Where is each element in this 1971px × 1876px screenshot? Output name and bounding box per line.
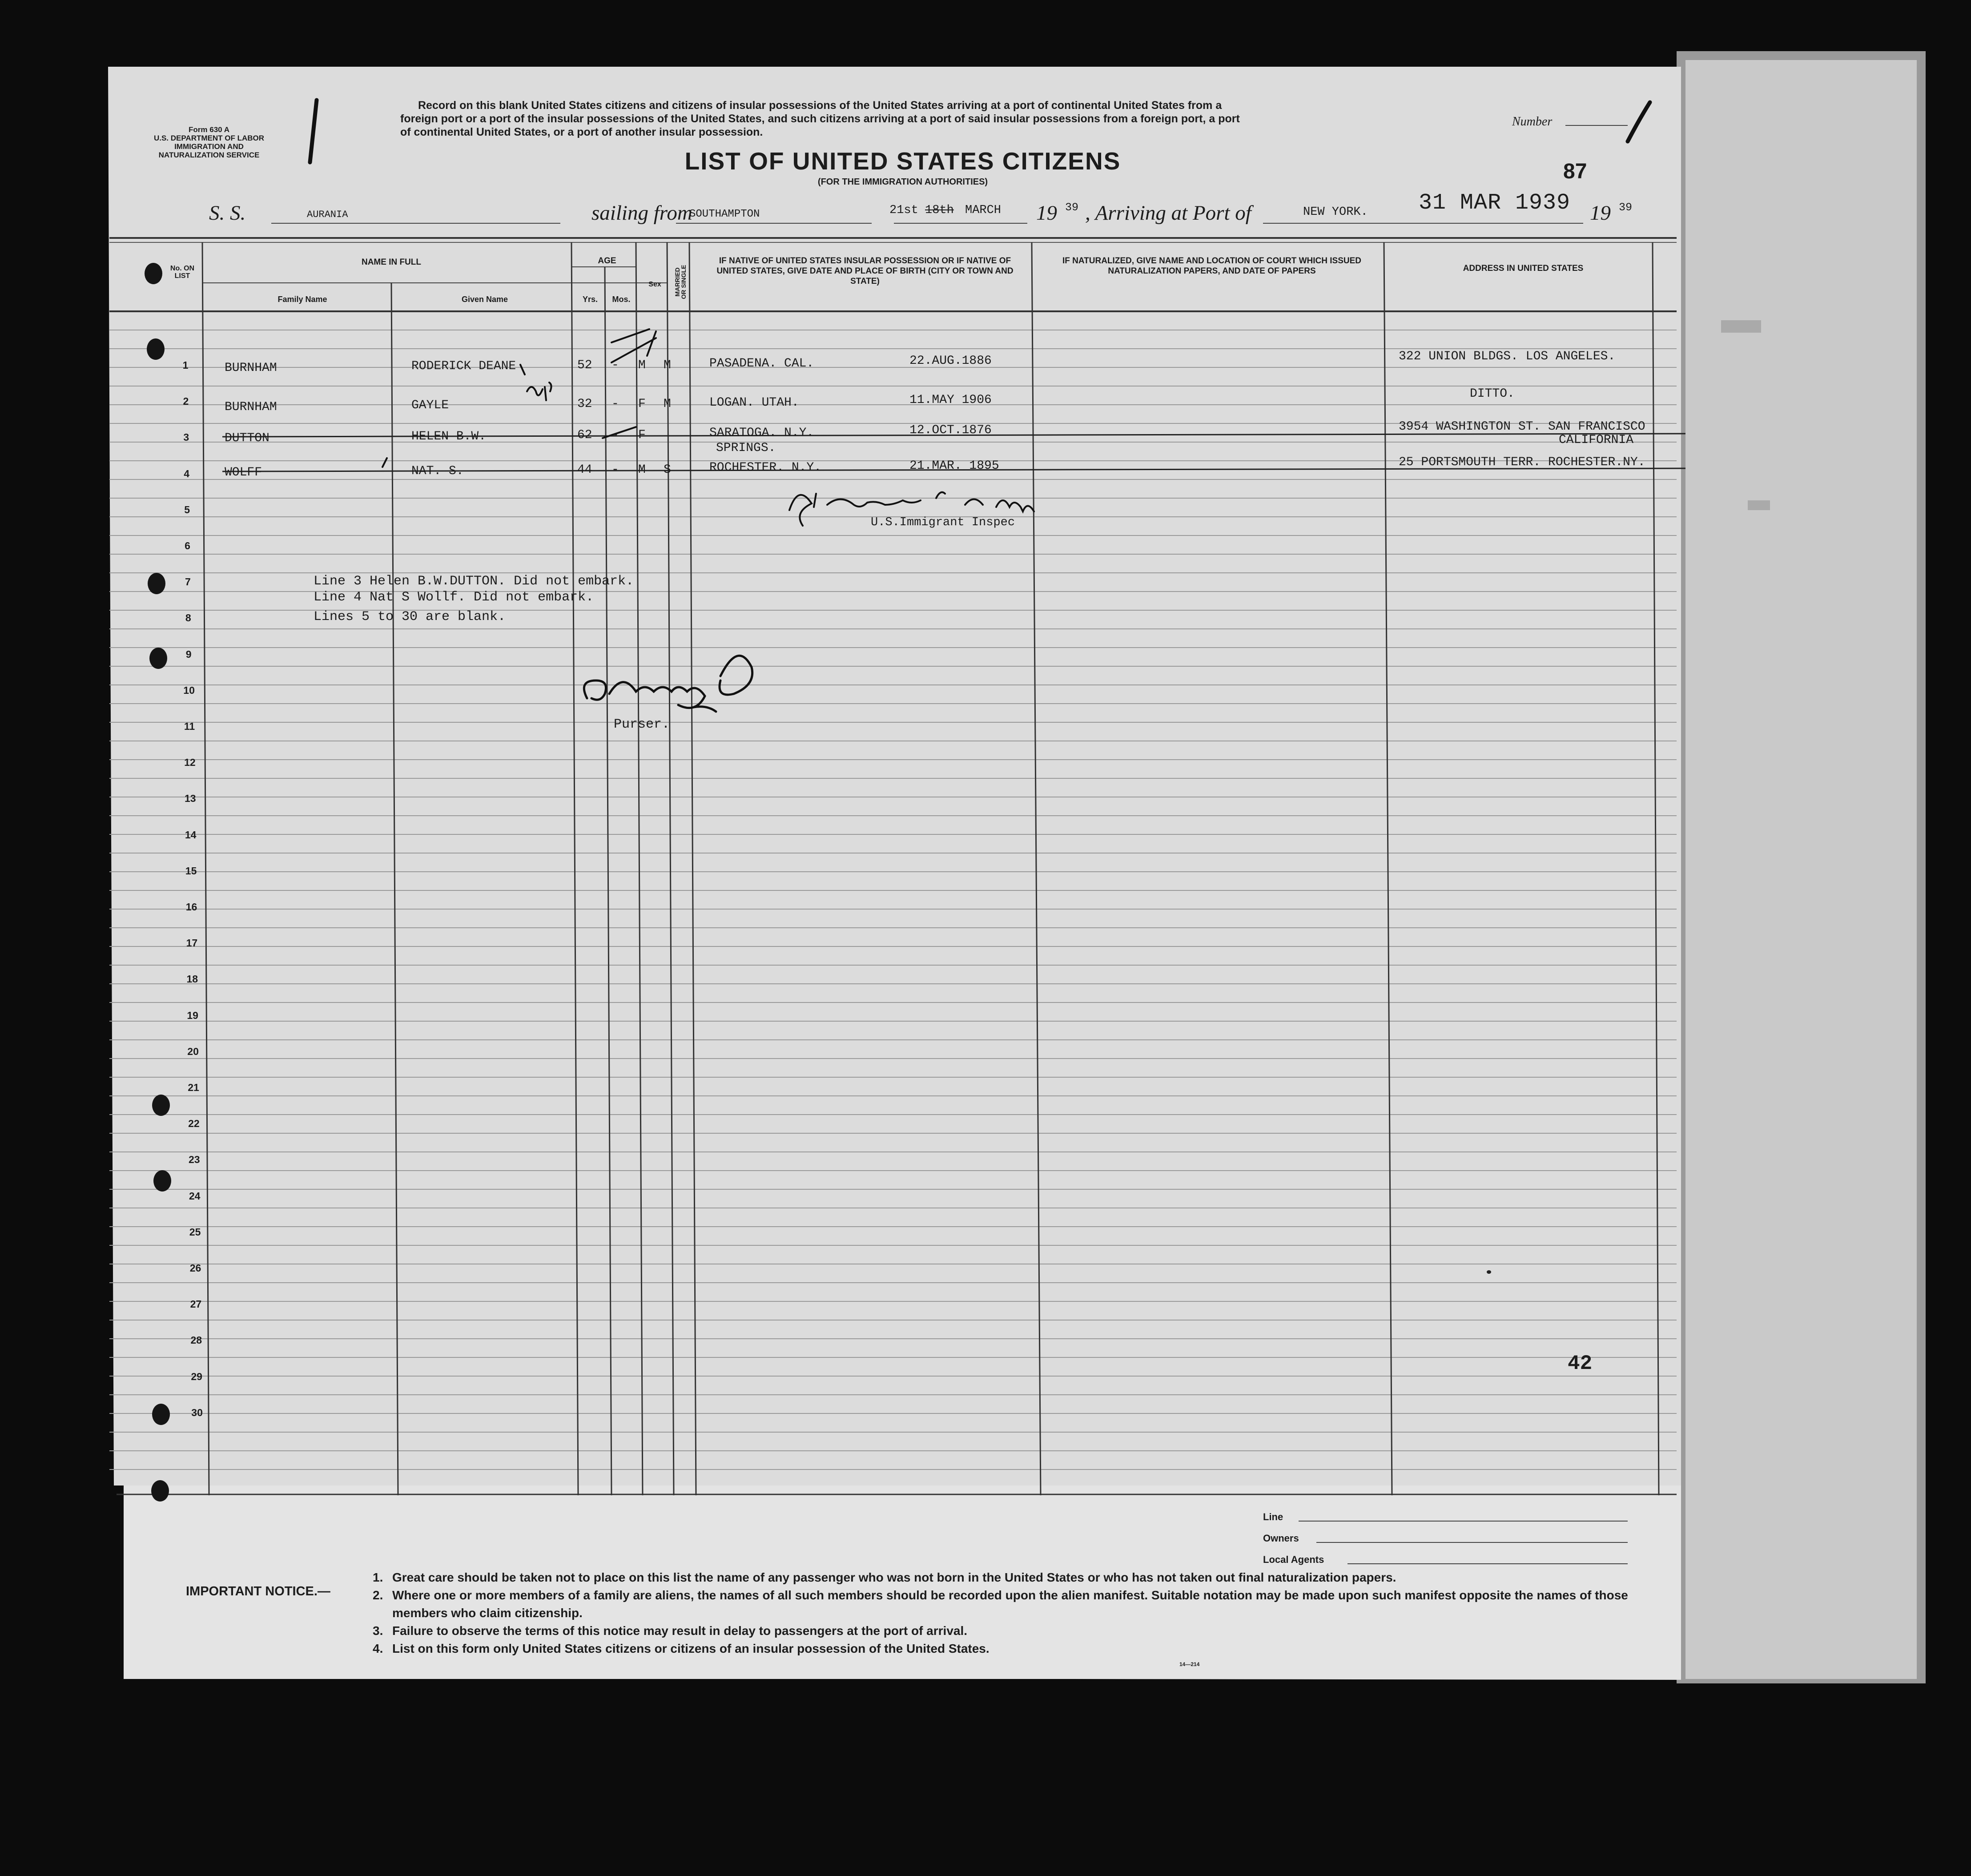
age-years: 44 <box>577 463 592 477</box>
departure-day: 21st <box>889 204 918 217</box>
us-address: 25 PORTSMOUTH TERR. ROCHESTER.NY. <box>1399 455 1645 469</box>
header-age-years: Yrs. <box>582 295 598 304</box>
arrival-date-stamp: 31 MAR 1939 <box>1419 190 1571 216</box>
notice-item-number: 1. <box>373 1570 383 1584</box>
ship-name: AURANIA <box>307 209 348 220</box>
birth-place: LOGAN. UTAH. <box>709 396 799 410</box>
purser-label: Purser. <box>614 717 670 732</box>
row-number: 9 <box>185 648 192 660</box>
departure-month: MARCH <box>965 204 1002 217</box>
sex: F <box>638 397 646 411</box>
row-number: 12 <box>184 757 196 769</box>
notice-item-text: List on this form only United States citizens or citizens of an insular possession of the United States. <box>392 1642 990 1655</box>
marital-status: M <box>664 358 671 372</box>
us-address: 3954 WASHINGTON ST. SAN FRANCISCO <box>1399 420 1645 434</box>
page-number: 42 <box>1568 1352 1593 1375</box>
age-months: - <box>611 463 619 477</box>
arrival-port: NEW YORK. <box>1303 205 1368 219</box>
header-family-name: Family Name <box>278 295 327 304</box>
header-given-name: Given Name <box>461 295 508 304</box>
row-number: 1 <box>182 359 189 371</box>
family-name: BURNHAM <box>225 361 277 375</box>
notice-item-text: Failure to observe the terms of this notice may result in delay to passengers at the port of arrival. <box>392 1624 968 1638</box>
header-age: AGE <box>598 256 616 266</box>
ss-label: S. S. <box>209 201 246 225</box>
sex: M <box>638 358 646 372</box>
owners-label: Owners <box>1263 1533 1299 1544</box>
family-name: BURNHAM <box>225 400 277 414</box>
row-number: 23 <box>189 1154 200 1166</box>
serial-number: 87 <box>1563 160 1587 183</box>
arrival-year-prefix: 19 <box>1590 201 1611 225</box>
family-name: DUTTON <box>225 431 270 445</box>
age-years: 52 <box>577 358 592 372</box>
arriving-label: , Arriving at Port of <box>1085 201 1251 225</box>
age-months: - <box>611 428 619 442</box>
marital-status: M <box>664 397 671 411</box>
birth-place: ROCHESTER. N.Y. <box>709 461 822 475</box>
given-name: NAT. S. <box>411 464 464 478</box>
birth-place-line2: SPRINGS. <box>716 441 776 455</box>
notice-item <box>373 1586 1631 1622</box>
row-number: 20 <box>187 1045 199 1057</box>
row-number: 8 <box>185 612 191 624</box>
departure-day-struck: 18th <box>925 204 954 217</box>
header-age-months: Mos. <box>612 295 631 304</box>
row-number: 7 <box>185 576 191 588</box>
notice-item-number: 2. <box>373 1588 383 1602</box>
age-months: - <box>611 358 619 372</box>
record-instructions <box>400 99 1423 139</box>
family-name: WOLFF <box>225 466 262 479</box>
notice-item-text: Great care should be taken not to place on this list the name of any passenger who was not born in the United States or who has not taken out final naturalization papers. <box>392 1570 1396 1584</box>
inspector-title: U.S.Immigrant Inspec <box>871 516 1015 529</box>
note-blank-lines: Lines 5 to 30 are blank. <box>314 609 506 624</box>
age-years: 62 <box>577 428 592 442</box>
notice-item-number: 3. <box>373 1624 383 1638</box>
row-number: 24 <box>189 1190 201 1202</box>
row-number: 10 <box>183 684 195 696</box>
page-title: LIST OF UNITED STATES CITIZENS <box>684 147 1121 175</box>
row-number: 13 <box>185 793 196 805</box>
local-agents-label: Local Agents <box>1263 1554 1324 1565</box>
header-naturalization: IF NATURALIZED, GIVE NAME AND LOCATION OF COURT WHICH ISSUED NATURALIZATION PAPERS, AND DATE OF PAPERS <box>1062 256 1361 276</box>
record-line-1: Record on this blank United States citizens and citizens of insular possessions of the United States arriving at a port of continental United States from a <box>418 99 1222 112</box>
header-married-or-single: MARRIED OR SINGLE <box>674 265 687 299</box>
row-number: 21 <box>188 1082 199 1093</box>
departure-year-prefix: 19 <box>1036 201 1057 225</box>
departure-port: SOUTHAMPTON <box>689 208 760 220</box>
given-name: GAYLE <box>411 399 449 412</box>
form-department-block <box>129 125 289 159</box>
header-birth: IF NATIVE OF UNITED STATES INSULAR POSSESSION OR IF NATIVE OF UNITED STATES, GIVE DATE AND PLACE OF BIRTH (CITY OR TOWN AND STATE) <box>716 256 1014 286</box>
notice-item <box>373 1569 1631 1586</box>
row-number: 28 <box>190 1334 202 1346</box>
main-paper <box>108 67 1681 1680</box>
service-name-line2: NATURALIZATION SERVICE <box>158 151 260 159</box>
us-address-line2: CALIFORNIA <box>1559 433 1634 447</box>
age-years: 32 <box>577 397 592 411</box>
row-number: 15 <box>185 865 197 877</box>
row-number: 27 <box>190 1298 202 1310</box>
row-number: 5 <box>184 503 190 515</box>
notice-item <box>373 1640 1631 1658</box>
print-code: 14—214 <box>1179 1661 1200 1667</box>
service-name-line1: IMMIGRATION AND <box>174 142 244 151</box>
notice-item-text: Where one or more members of a family are aliens, the names of all such members should be recorded upon the alien manifest. Suitable notation may be made upon such manifest opposite the names of those members who claim citizenship. <box>392 1588 1628 1620</box>
sailing-label: sailing from <box>591 201 692 225</box>
row-number: 14 <box>185 829 197 841</box>
form-number: Form 630 A <box>189 125 229 134</box>
page-subtitle: (FOR THE IMMIGRATION AUTHORITIES) <box>817 177 988 187</box>
row-number: 16 <box>185 901 197 913</box>
sex: M <box>638 463 646 477</box>
departure-year-suffix: 39 <box>1065 201 1079 214</box>
birth-place: SARATOGA. N.Y. <box>709 426 814 440</box>
header-address: ADDRESS IN UNITED STATES <box>1463 264 1584 273</box>
sex: F <box>638 428 646 442</box>
given-name: RODERICK DEANE <box>411 359 516 373</box>
birth-place: PASADENA. CAL. <box>709 357 814 370</box>
header-name-in-full: NAME IN FULL <box>361 258 422 267</box>
row-number: 22 <box>188 1118 200 1130</box>
note-line-3: Line 3 Helen B.W.DUTTON. Did not embark. <box>314 574 634 589</box>
department-name: U.S. DEPARTMENT OF LABOR <box>153 134 265 142</box>
birth-date: 21.MAR. 1895 <box>909 459 999 473</box>
arrival-year-suffix: 39 <box>1619 201 1633 214</box>
record-line-2: foreign port or a port of the insular possessions of the United States, and such citizens arriving at a port of said insular possessions from a foreign port, a port <box>400 113 1240 125</box>
us-address: 322 UNION BLDGS. LOS ANGELES. <box>1399 350 1616 363</box>
birth-date: 22.AUG.1886 <box>909 354 992 368</box>
marital-status: S <box>664 463 671 477</box>
us-address: DITTO. <box>1470 387 1515 401</box>
birth-date: 12.OCT.1876 <box>909 423 992 437</box>
notice-item <box>373 1622 1631 1640</box>
row-number: 25 <box>189 1226 201 1238</box>
row-number: 30 <box>191 1406 203 1418</box>
age-months: - <box>611 397 619 411</box>
birth-date: 11.MAY 1906 <box>909 393 992 407</box>
notice-item-number: 4. <box>373 1642 383 1655</box>
row-number: 2 <box>183 395 189 407</box>
row-number: 26 <box>189 1262 201 1274</box>
row-number: 18 <box>186 973 198 985</box>
important-notice-list <box>373 1569 1631 1658</box>
number-label: Number <box>1512 115 1553 129</box>
header-no-on-list: No. ON LIST <box>170 265 195 280</box>
row-number: 29 <box>191 1370 202 1382</box>
row-number: 11 <box>184 721 195 732</box>
important-notice-heading: IMPORTANT NOTICE.— <box>186 1584 330 1598</box>
header-sex: Sex <box>648 281 661 288</box>
given-name: HELEN B.W. <box>411 430 487 443</box>
row-number: 3 <box>183 431 189 443</box>
row-number: 6 <box>185 540 190 552</box>
row-number: 17 <box>186 937 198 949</box>
note-line-4: Line 4 Nat S Wollf. Did not embark. <box>314 590 594 605</box>
record-line-3: of continental United States, or a port of another insular possession. <box>400 126 763 138</box>
background-sheet-inner <box>1685 60 1917 1679</box>
row-number: 4 <box>184 467 190 479</box>
line-label: Line <box>1263 1511 1283 1522</box>
row-number: 19 <box>187 1009 198 1021</box>
